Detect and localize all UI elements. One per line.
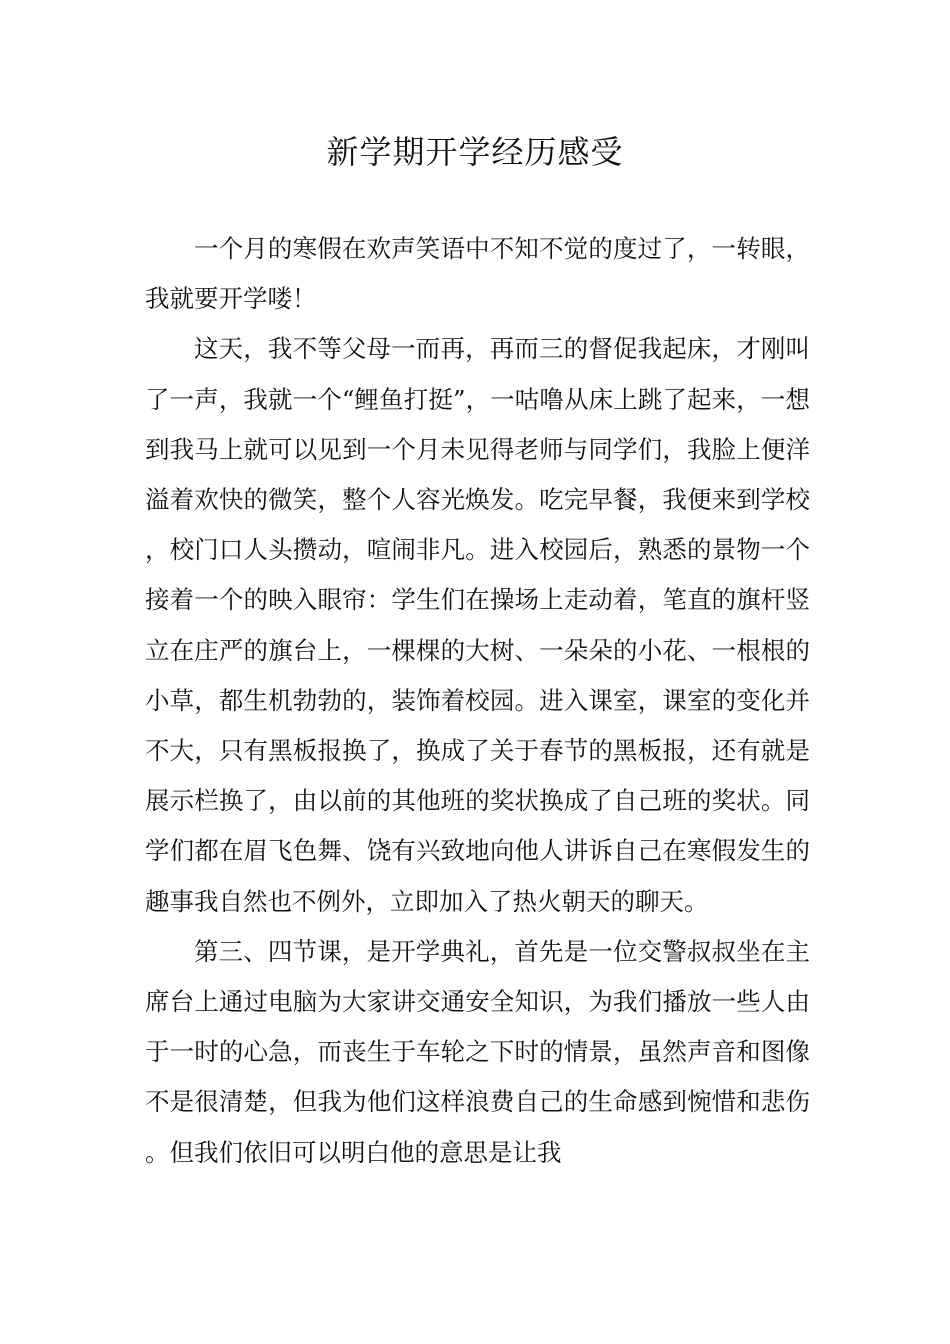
paragraph-1: 一个月的寒假在欢声笑语中不知不觉的度过了，一转眼，我就要开学喽！ bbox=[145, 234, 810, 314]
document-title: 新学期开学经历感受 bbox=[326, 133, 624, 171]
paragraph-2: 这天，我不等父母一而再，再而三的督促我起床，才刚叫了一声，我就一个“鲤鱼打挺”，一咕噜从床上跳了起来，一想到我马上就可以见到一个月未见得老师与同学们，我脸上便洋溢着欢快的微笑，整个人容光焕发。吃完早餐，我便来到学校，校门口人头攒动，喧闹非凡。进入校园后，熟悉的景物一个接着一个的映入眼帘：学生们在操场上走动着，笔直的旗杆竖立在庄严的旗台上，一棵棵的大树、一朵朵的小花、一根根的小草，都生机勃勃的，装饰着校园。进入课室，课室的变化并不大，只有黑板报换了，换成了关于春节的黑板报，还有就是展示栏换了，由以前的其他班的奖状换成了自己班的奖状。同学们都在眉飞色舞、饶有兴致地向他人讲诉自己在寒假发生的趣事我自然也不例外，立即加入了热火朝天的聊天。 bbox=[145, 334, 810, 916]
paragraph-3: 第三、四节课，是开学典礼，首先是一位交警叔叔坐在主席台上通过电脑为大家讲交通安全知识，为我们播放一些人由于一时的心急，而丧生于车轮之下时的情景，虽然声音和图像不是很清楚，但我为他们这样浪费自己的生命感到惋惜和悲伤。但我们依旧可以明白他的意思是让我 bbox=[145, 936, 810, 1167]
document-body bbox=[145, 224, 810, 1178]
